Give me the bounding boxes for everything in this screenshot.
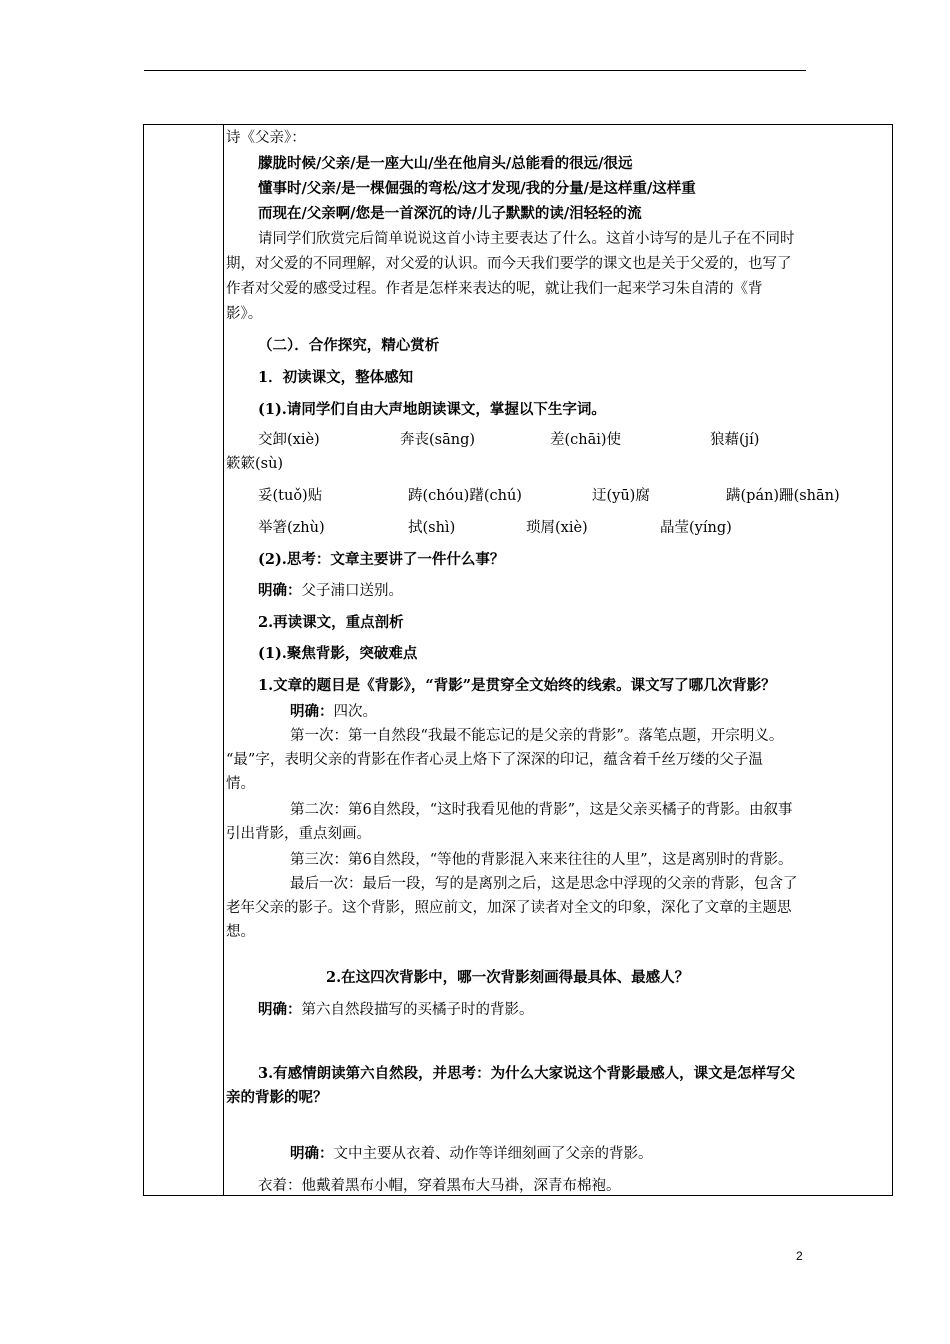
vocab-item: 拭(shì) [408, 520, 456, 536]
intro-line: 请同学们欣赏完后简单说说这首小诗主要表达了什么。这首小诗写的是儿子在不同时 [258, 231, 795, 247]
poem-line-2: 懂事时/父亲/是一棵倔强的弯松/这才发现/我的分量/是这样重/这样重 [258, 180, 696, 197]
vocab-item: 奔丧(sāng) [400, 432, 476, 448]
answer-2 [258, 581, 403, 601]
vocab-item: 差(chāi)使 [550, 432, 622, 448]
answer-label: 明确： [290, 1145, 334, 1162]
second-back-view: 第二次：第6自然段，“这时我看见他的背影”，这是父亲买橘子的背影。由叙事 [290, 802, 793, 818]
poem-line-1: 朦胧时候/父亲/是一座大山/坐在他肩头/总能看的很远/很远 [258, 155, 633, 172]
answer-text: 四次。 [333, 704, 377, 720]
vocab-item: 迂(yū)腐 [592, 488, 650, 504]
answer-text: 第六自然段描写的买橘子时的背影。 [301, 1002, 534, 1018]
clothing-description: 衣着：他戴着黑布小帽，穿着黑布大马褂，深青布棉袍。 [258, 1178, 621, 1194]
task-1: (1).请同学们自由大声地朗读课文，掌握以下生字词。 [258, 401, 606, 418]
vocab-item: 交卸(xiè) [258, 432, 320, 448]
question-3: 亲的背影的呢？ [226, 1089, 328, 1106]
question-1: 1.文章的题目是《背影》，“背影”是贯穿全文始终的线索。课文写了哪几次背影？ [258, 677, 776, 694]
poem-title: 诗《父亲》： [226, 130, 306, 146]
last-back-view: 想。 [226, 924, 255, 940]
vocab-item: 妥(tuǒ)贴 [258, 488, 323, 504]
answer-label: 明确： [258, 1001, 302, 1018]
header-rule [144, 70, 806, 71]
vocab-item: 蹒(pán)跚(shān) [726, 488, 840, 504]
intro-line: 期，对父爱的不同理解，对父爱的认识。而今天我们要学的课文也是关于父爱的，也写了 [226, 256, 792, 272]
answer-1 [290, 702, 377, 722]
section-heading: （二）．合作探究，精心赏析 [258, 337, 440, 354]
first-back-view: 情。 [226, 776, 255, 792]
step-2-heading: 2.再读课文，重点剖析 [258, 614, 404, 631]
last-back-view: 最后一次：最后一段，写的是离别之后，这是思念中浮现的父亲的背影，包含了 [290, 876, 798, 892]
third-back-view: 第三次：第6自然段，“等他的背影混入来来往往的人里”，这是离别时的背影。 [290, 852, 793, 868]
answer-text: 父子浦口送别。 [301, 583, 403, 599]
vocab-item: 琐屑(xiè) [526, 520, 588, 536]
poem-line-3: 而现在/父亲啊/您是一首深沉的诗/儿子默默的读/泪轻轻的流 [258, 205, 642, 222]
last-back-view: 老年父亲的影子。这个背影，照应前文，加深了读者对全文的印象，深化了文章的主题思 [226, 900, 792, 916]
vocab-item: 狼藉(jí) [710, 432, 760, 448]
first-back-view: “最”字，表明父亲的背影在作者心灵上烙下了深深的印记，蕴含着千丝万缕的父子温 [226, 752, 763, 768]
intro-line: 影》。 [226, 306, 263, 322]
step-1-heading: 1．初读课文，整体感知 [258, 369, 414, 386]
vocab-item: 举箸(zhù) [258, 520, 325, 536]
page-number: 2 [796, 1249, 803, 1263]
vocab-item: 簌簌(sù) [226, 456, 284, 472]
question-2: 2.在这四次背影中，哪一次背影刻画得最具体、最感人？ [326, 969, 690, 986]
answer-text: 文中主要从衣着、动作等详细刻画了父亲的背影。 [333, 1146, 653, 1162]
vocab-item: 晶莹(yíng) [660, 520, 732, 536]
answer-label: 明确： [290, 703, 334, 720]
focus-heading: (1).聚焦背影，突破难点 [258, 645, 418, 662]
table-column-divider [223, 124, 224, 1196]
task-2: (2).思考：文章主要讲了一件什么事？ [258, 551, 505, 568]
answer-label: 明确： [258, 582, 302, 599]
first-back-view: 第一次：第一自然段“我最不能忘记的是父亲的背影”。落笔点题，开宗明义。 [290, 728, 784, 744]
intro-line: 作者对父爱的感受过程。作者是怎样来表达的呢，就让我们一起来学习朱自清的《背 [226, 281, 763, 297]
second-back-view: 引出背影，重点刻画。 [226, 826, 371, 842]
answer-2b [258, 1000, 534, 1020]
question-3: 3.有感情朗读第六自然段，并思考：为什么大家说这个背影最感人，课文是怎样写父 [258, 1065, 796, 1082]
answer-3 [290, 1144, 653, 1164]
vocab-item: 踌(chóu)躇(chú) [408, 488, 522, 504]
